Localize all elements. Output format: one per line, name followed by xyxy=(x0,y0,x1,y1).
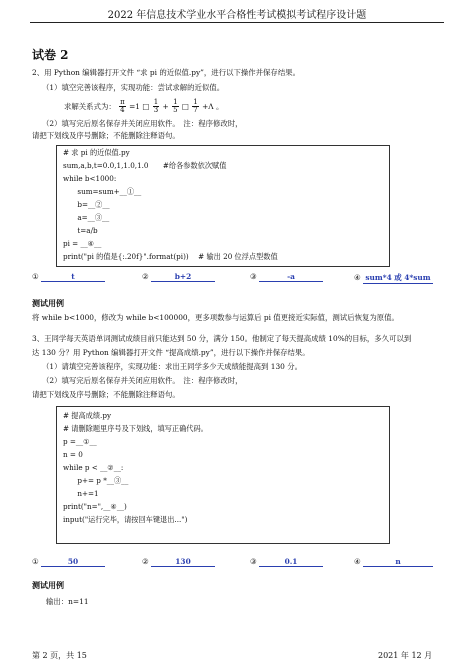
q2-code-line: # 求 pi 的近似值.py xyxy=(63,148,130,157)
answer-value: 0.1 xyxy=(259,557,323,567)
q3-code-line: input("运行完毕，请按回车键退出...") xyxy=(63,515,188,524)
q2-code-line: print("pi 的值是{:.20f}".format(pi)) # 输出 20 位浮点型数值 xyxy=(63,252,278,261)
q2-code-line: while b<1000: xyxy=(63,174,117,183)
formula-term-3: $\frac{1}{7}$ xyxy=(193,98,198,114)
q3-test-text: 输出：n=11 xyxy=(46,597,89,606)
answer-value: sum*4 或 4*sum xyxy=(363,272,433,284)
q3-answer-row xyxy=(32,557,442,571)
q3-code-line: p =__①__ xyxy=(63,437,97,446)
q2-item1: （1）填空完善该程序，实现功能：尝试求解的近似值。 xyxy=(42,83,225,92)
formula-op-1: □ xyxy=(142,101,150,111)
formula-term-1: $\frac{1}{3}$ xyxy=(153,98,159,114)
page-header: 2022 年信息技术学业水平合格性考试模拟考试程序设计题 xyxy=(107,10,367,21)
q2-formula xyxy=(64,99,223,114)
q2-code-line: a=__③__ xyxy=(63,213,110,222)
formula-op-3: □ xyxy=(181,101,189,111)
q2-answer-row xyxy=(32,272,442,286)
answer-value: n xyxy=(363,557,433,567)
q3-answer-1: ① 50 xyxy=(32,557,105,567)
q3-answer-4: ④ n xyxy=(354,557,433,567)
formula-term-2: $\frac{1}{5}$ xyxy=(173,98,178,114)
q3-item1: （1）请填空完善该程序，实现功能：求出王同学多少天成绩能提高到 130 分。 xyxy=(42,362,303,371)
q3-answer-2: ② 130 xyxy=(142,557,215,567)
q3-answer-3: ③ 0.1 xyxy=(250,557,323,567)
answer-value: 130 xyxy=(151,557,215,567)
answer-value: t xyxy=(41,272,105,282)
formula-eq: =1 xyxy=(129,101,140,111)
q3-code-line: # 请删除题里序号及下划线，填写正确代码。 xyxy=(63,424,208,433)
q2-code-line: t=a/b xyxy=(63,226,98,235)
q3-item2: （2）填写完后原名保存并关闭应用软件。 注：程序修改时， xyxy=(42,376,243,385)
formula-label: 求解关系式为： xyxy=(64,101,116,111)
q2-code-box xyxy=(56,145,390,267)
q2-code-line: sum,a,b,t=0.0,1,1.0,1.0 #给各参数依次赋值 xyxy=(63,161,227,170)
q2-answer-3: ③ -a xyxy=(250,272,323,282)
page-date: 2021 年 12 月 xyxy=(378,651,433,660)
q2-code-line: pi = __④__ xyxy=(63,239,102,248)
q3-test-heading: 测试用例 xyxy=(32,581,64,590)
exam-title: 试卷 2 xyxy=(32,48,69,62)
q3-intro2: 达 130 分？用 Python 编辑器打开文件 “提高成绩.py”，进行以下操作并保存结果。 xyxy=(32,348,310,357)
q2-code-line: b=__②__ xyxy=(63,200,110,209)
q2-answer-1: ① t xyxy=(32,272,105,282)
q3-intro: 3、王同学每天英语单词测试成绩目前只能达到 50 分，满分 150。他制定了每天提高成绩 10%的目标，多久可以到 xyxy=(32,334,412,343)
q2-code-line: sum=sum+__①__ xyxy=(63,187,142,196)
answer-value: b+2 xyxy=(151,272,215,282)
formula-tail: +Λ 。 xyxy=(202,101,224,111)
q2-answer-2: ② b+2 xyxy=(142,272,215,282)
q2-item2b: 请把下划线及序号删除；不能删除注释语句。 xyxy=(32,131,180,140)
page-number: 第 2 页，共 15 xyxy=(32,651,87,660)
q3-item2b: 请把下划线及序号删除；不能删除注释语句。 xyxy=(32,390,180,399)
answer-value: -a xyxy=(259,272,323,282)
formula-lhs: $\frac{\pi}{4}$ xyxy=(120,98,125,114)
q3-code-line: while p < __②__: xyxy=(63,463,124,472)
q2-answer-4: ④ sum*4 或 4*sum xyxy=(354,272,433,284)
q2-test-text: 将 while b<1000，修改为 while b<100000，更多项数参与运算后 pi 值更接近实际值，测试后恢复为原值。 xyxy=(32,313,399,322)
q2-intro: 2、用 Python 编辑器打开文件 “求 pi 的近似值.py”，进行以下操作并保存结果。 xyxy=(32,68,300,77)
formula-op-2: + xyxy=(162,101,169,111)
q3-code-line: n+=1 xyxy=(63,489,99,498)
q3-code-line: p+= p *__③__ xyxy=(63,476,129,485)
q2-item2: （2）填写完后原名保存并关闭应用软件。 注：程序修改时， xyxy=(42,119,243,128)
header-divider xyxy=(30,22,444,23)
q3-code-line: n = 0 xyxy=(63,450,83,459)
q3-code-line: print("n=",__④__) xyxy=(63,502,127,511)
q3-code-line: # 提高成绩.py xyxy=(63,411,112,420)
q3-code-box xyxy=(56,406,390,544)
answer-value: 50 xyxy=(41,557,105,567)
q2-test-heading: 测试用例 xyxy=(32,299,64,308)
